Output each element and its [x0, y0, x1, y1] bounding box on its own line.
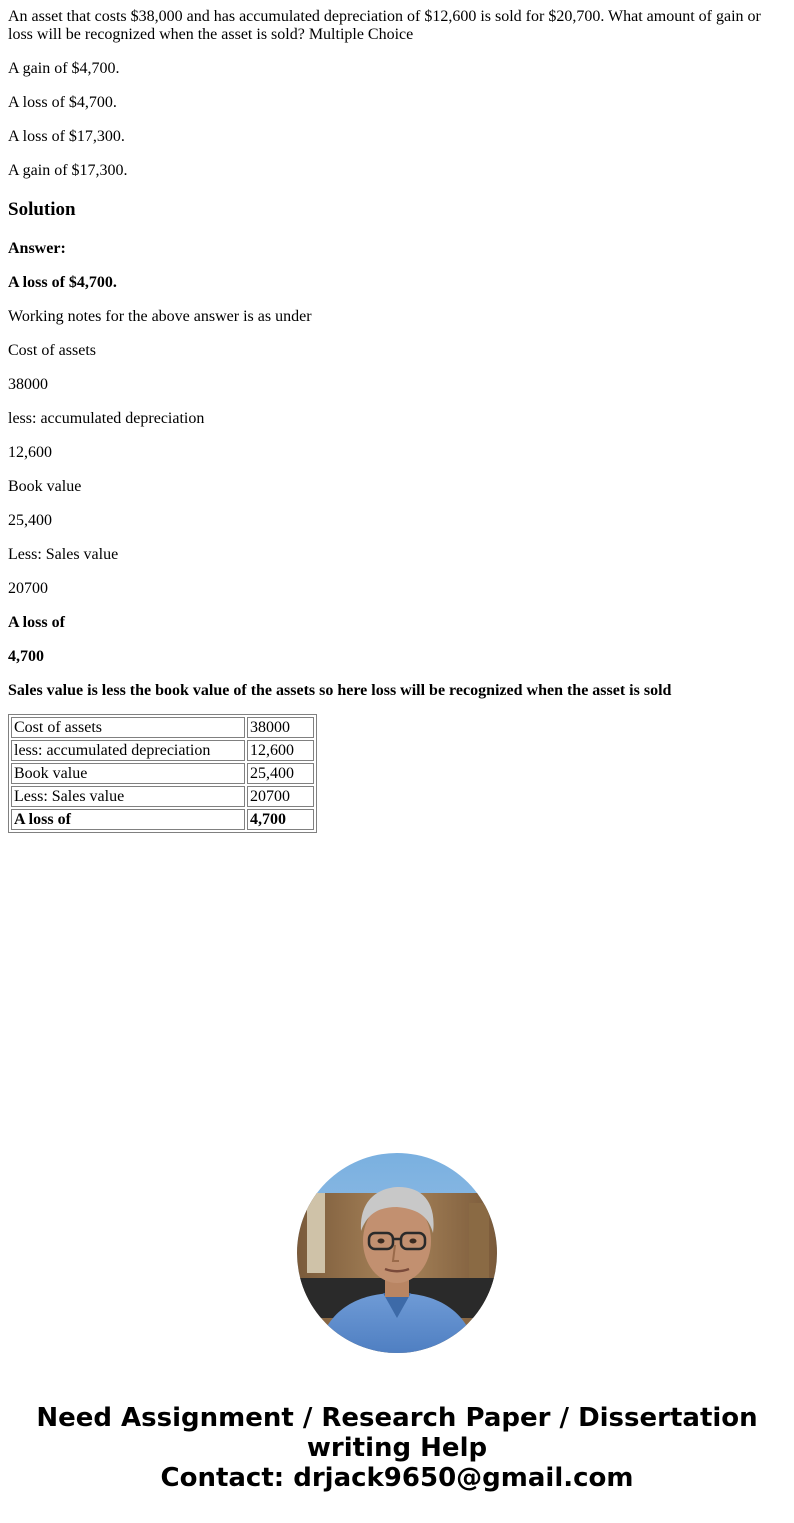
table-cell-value: 38000 — [247, 717, 314, 738]
table-row — [11, 740, 314, 761]
answer-text: A loss of $4,700. — [8, 274, 117, 291]
working-line-cost-label: Cost of assets — [8, 342, 96, 359]
table-row — [11, 717, 314, 738]
table-cell-value: 25,400 — [247, 763, 314, 784]
table-row-total — [11, 809, 314, 830]
result-value: 4,700 — [8, 648, 44, 665]
document-content — [8, 0, 778, 833]
table-cell-label: A loss of — [11, 809, 245, 830]
promo-banner — [0, 1403, 794, 1493]
working-intro: Working notes for the above answer is as under — [8, 308, 312, 325]
solution-heading: Solution — [8, 199, 76, 220]
working-line-sales-label: Less: Sales value — [8, 546, 119, 563]
working-line-bookvalue-label: Book value — [8, 478, 82, 495]
table-cell-label: Less: Sales value — [11, 786, 245, 807]
working-line-depreciation-value: 12,600 — [8, 444, 52, 461]
table-cell-label: Book value — [11, 763, 245, 784]
table-row — [11, 786, 314, 807]
option-4: A gain of $17,300. — [8, 162, 128, 179]
conclusion-text: Sales value is less the book value of the assets so here loss will be recognized when the asset is sold — [8, 682, 672, 699]
option-2: A loss of $4,700. — [8, 94, 117, 111]
question-text: An asset that costs $38,000 and has accumulated depreciation of $12,600 is sold for $20,700. What amount of gain or loss will be recognized when the asset is sold? Multiple Choice — [8, 8, 761, 43]
option-3: A loss of $17,300. — [8, 128, 125, 145]
promo-line-2: writing Help — [306, 1433, 488, 1463]
table-cell-value: 20700 — [247, 786, 314, 807]
calculation-table — [8, 714, 317, 833]
working-line-depreciation-label: less: accumulated depreciation — [8, 410, 205, 427]
table-cell-value: 12,600 — [247, 740, 314, 761]
tutor-avatar — [297, 1153, 497, 1353]
promo-line-1: Need Assignment / Research Paper / Dissertation — [36, 1403, 758, 1433]
promo-contact: Contact: drjack9650@gmail.com — [160, 1463, 634, 1493]
result-label: A loss of — [8, 614, 65, 631]
table-cell-label: less: accumulated depreciation — [11, 740, 245, 761]
answer-label: Answer: — [8, 240, 66, 257]
tutor-portrait-image — [297, 1153, 497, 1353]
option-1: A gain of $4,700. — [8, 60, 120, 77]
table-row — [11, 763, 314, 784]
table-cell-label: Cost of assets — [11, 717, 245, 738]
table-cell-value: 4,700 — [247, 809, 314, 830]
working-line-bookvalue-value: 25,400 — [8, 512, 52, 529]
working-line-cost-value: 38000 — [8, 376, 48, 393]
working-line-sales-value: 20700 — [8, 580, 48, 597]
